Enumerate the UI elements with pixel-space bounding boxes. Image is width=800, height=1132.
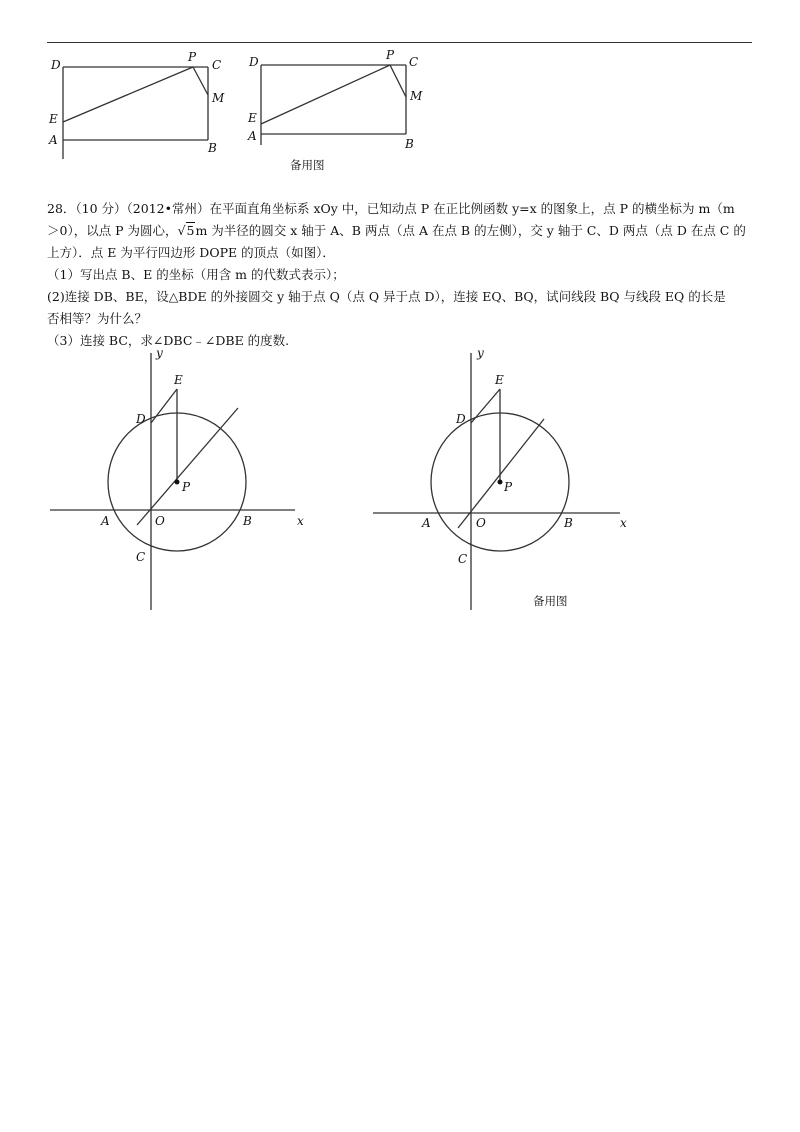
question-2-line-2: 否相等？为什么？ <box>47 311 148 326</box>
label-c: C <box>409 55 419 69</box>
label-c: C <box>458 552 468 566</box>
segment-ep <box>63 67 193 122</box>
problem-stem-1: 在平面直角坐标系 xOy 中，已知动点 P 在正比例函数 y=x 的图象上，点 P 的横坐标为 m（m <box>209 201 735 216</box>
problem-stem-line-1 <box>47 198 752 220</box>
label-d: D <box>136 412 146 426</box>
header-rule <box>47 42 752 43</box>
segment-de <box>471 389 500 423</box>
question-2-line-1: (2)连接 DB、BE，设△BDE 的外接圆交 y 轴于点 Q（点 Q 异于点 D），连接 EQ、BQ，试问线段 BQ 与线段 EQ 的长是 <box>47 289 726 304</box>
spare-caption: 备用图 <box>290 158 325 172</box>
problem-stem-line-3: 上方）．点 E 为平行四边形 DOPE 的顶点（如图）． <box>47 245 335 260</box>
label-c: C <box>212 58 222 72</box>
problem-source: （2012•常州） <box>126 201 210 216</box>
label-a: A <box>422 516 431 530</box>
label-e: E <box>248 111 257 125</box>
point-p-dot <box>498 480 503 485</box>
label-a: A <box>248 129 257 143</box>
label-m: M <box>212 91 225 105</box>
label-b: B <box>208 141 217 155</box>
label-a: A <box>49 133 58 147</box>
segment-de <box>151 389 177 423</box>
problem-stem-2b: m 为半径的圆交 x 轴于 A、B 两点（点 A 在点 B 的左侧），交 y 轴于 C、D 两点（点 D 在点 C 的 <box>195 223 746 238</box>
circle-figure-spare <box>370 345 645 615</box>
label-p: P <box>504 480 513 494</box>
label-d: D <box>51 58 61 72</box>
label-e: E <box>49 112 58 126</box>
label-x: x <box>620 516 627 530</box>
problem-28 <box>47 198 752 352</box>
question-1: （1）写出点 B、E 的坐标（用含 m 的代数式表示）； <box>47 267 345 282</box>
spare-caption: 备用图 <box>533 594 568 608</box>
circle-figure-main <box>45 345 320 615</box>
problem-number: 28． <box>47 201 76 216</box>
label-b: B <box>564 516 573 530</box>
label-m: M <box>410 89 423 103</box>
problem-score: （10 分） <box>75 201 127 216</box>
rectangle-figure-main <box>40 50 240 165</box>
label-p: P <box>188 50 197 64</box>
problem-stem-2a: ＞0），以点 P 为圆心， <box>47 223 178 238</box>
label-o: O <box>155 514 165 528</box>
label-a: A <box>101 514 110 528</box>
label-e: E <box>174 373 183 387</box>
label-b: B <box>243 514 252 528</box>
label-y: y <box>156 346 163 360</box>
label-e: E <box>495 373 504 387</box>
label-p: P <box>386 48 395 62</box>
label-x: x <box>297 514 304 528</box>
label-o: O <box>476 516 486 530</box>
segment-pm <box>193 67 208 95</box>
segment-ep <box>261 65 390 124</box>
rectangle-figure-spare <box>238 50 438 175</box>
sqrt-5: √5 <box>177 223 195 238</box>
line-y-equals-x <box>137 408 238 525</box>
label-c: C <box>136 550 146 564</box>
label-b: B <box>405 137 414 151</box>
point-p-dot <box>175 480 180 485</box>
question-3: （3）连接 BC，求∠DBC﹣∠DBE 的度数. <box>47 333 290 348</box>
label-y: y <box>477 346 484 360</box>
label-d: D <box>456 412 466 426</box>
problem-stem-line-2 <box>47 220 752 242</box>
sqrt-radicand: 5 <box>186 223 195 238</box>
label-p: P <box>182 480 191 494</box>
segment-pm <box>390 65 406 97</box>
label-d: D <box>249 55 259 69</box>
